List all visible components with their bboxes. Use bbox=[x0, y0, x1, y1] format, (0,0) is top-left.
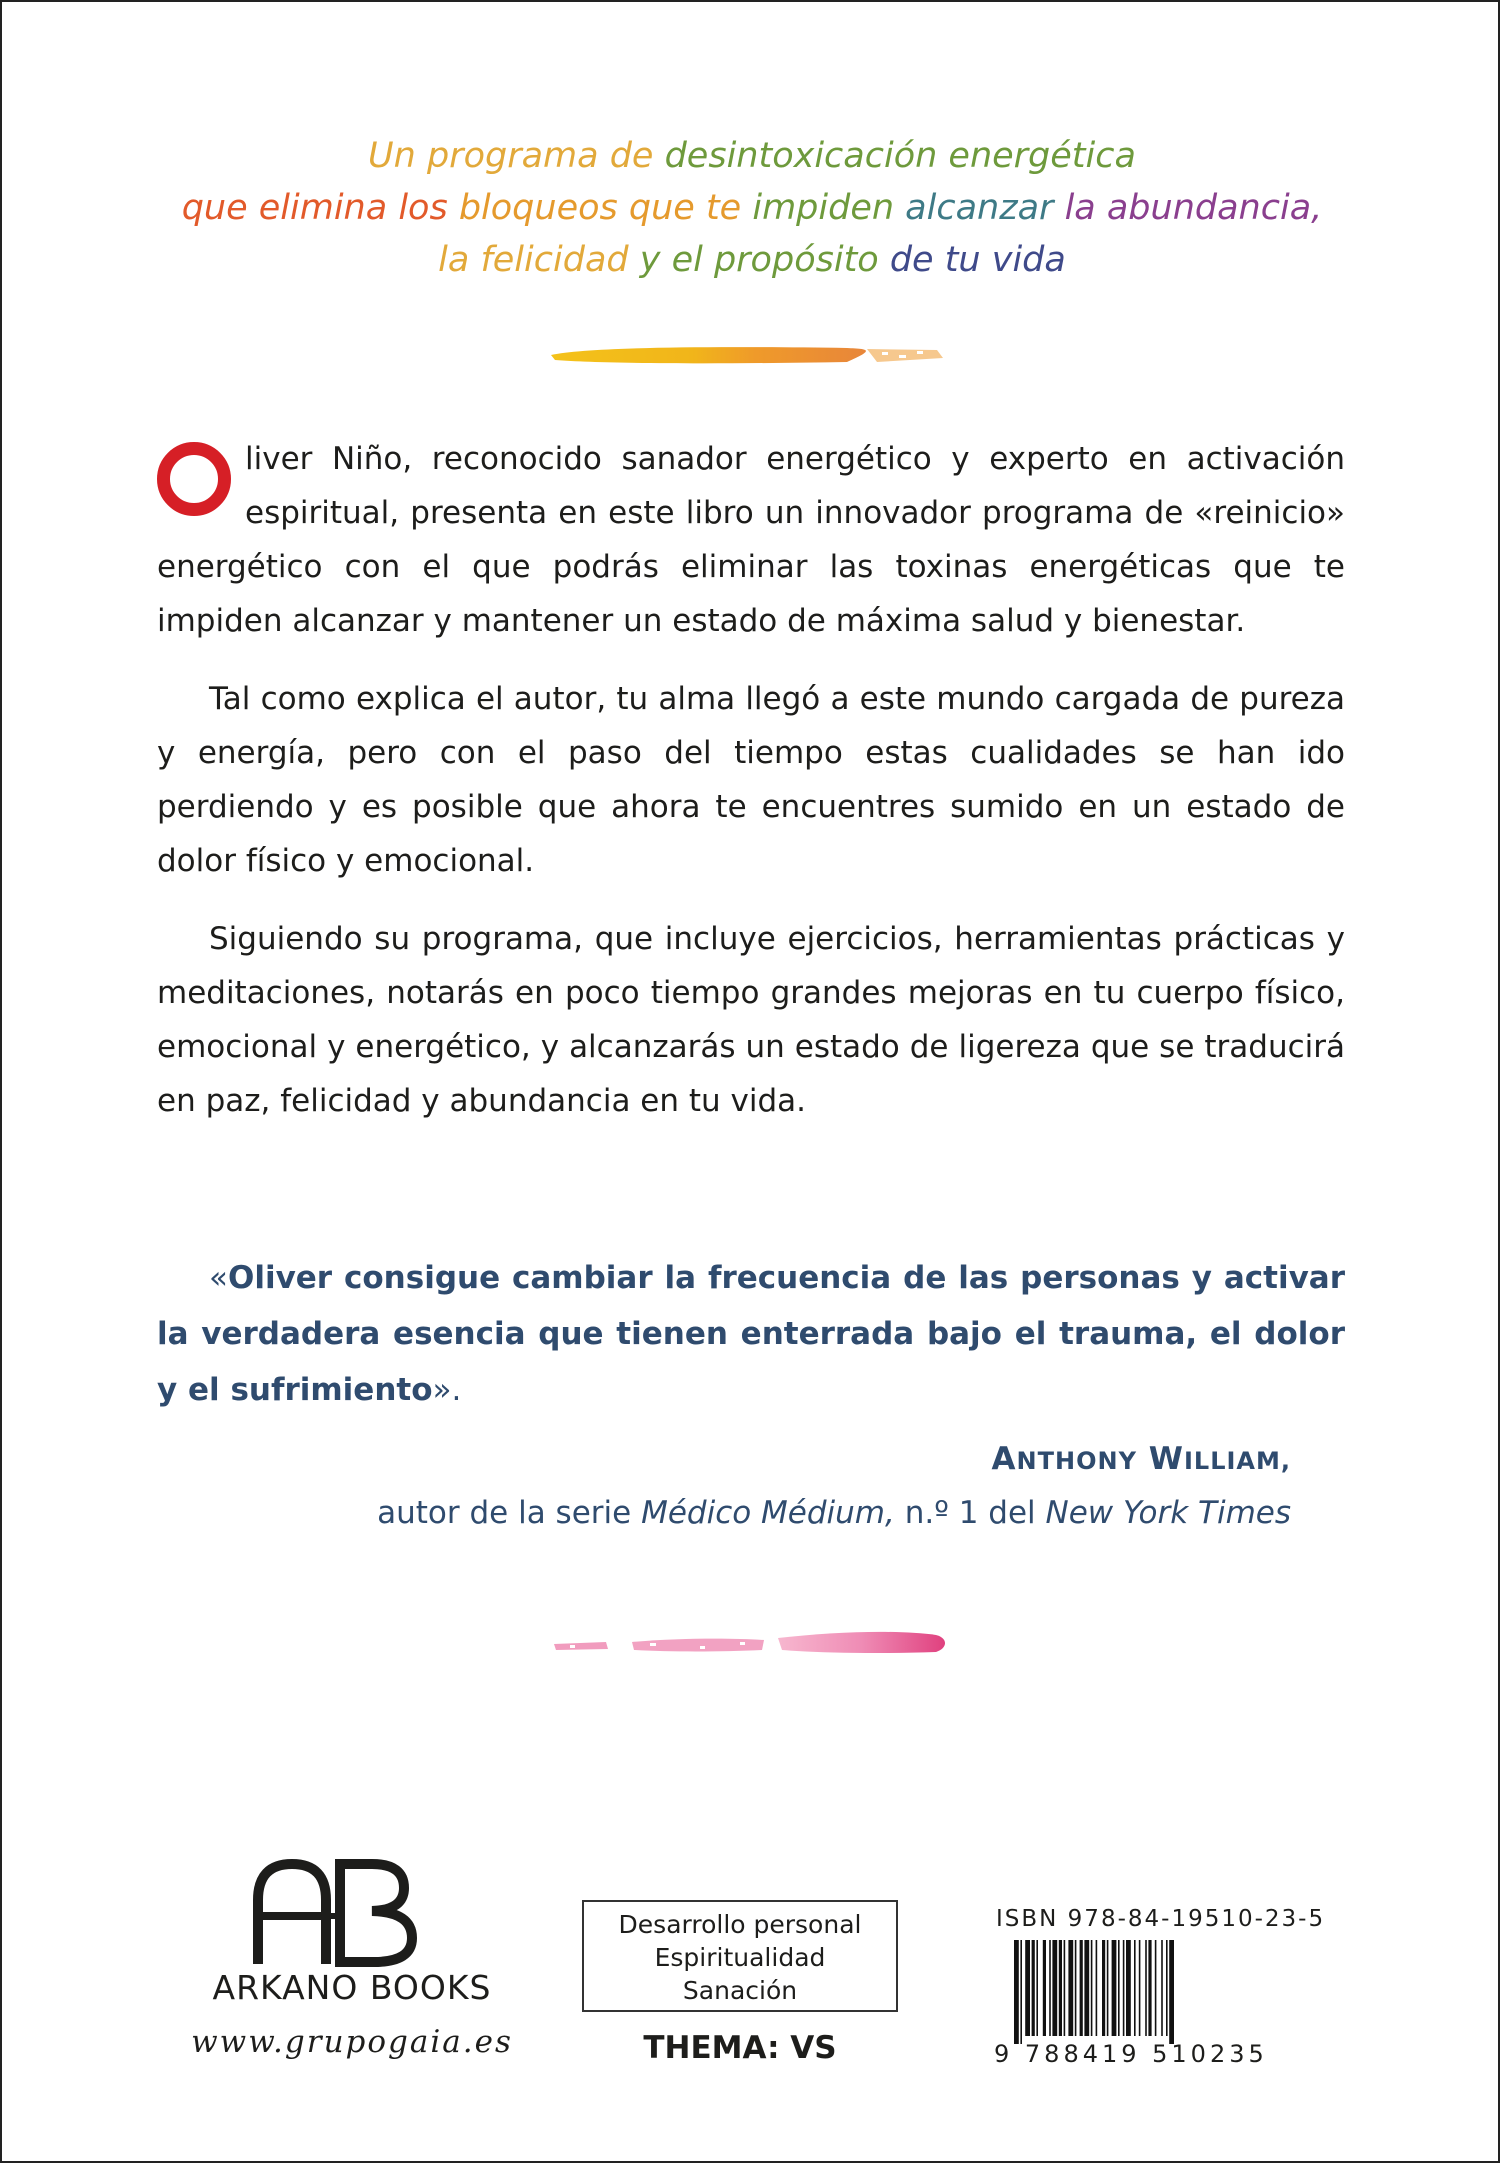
tagline-segment: la felicidad bbox=[438, 240, 640, 280]
barcode-bar bbox=[1145, 1940, 1147, 2036]
credit-part: n.º 1 del bbox=[894, 1495, 1046, 1531]
endorser-credit bbox=[377, 1488, 1291, 1538]
tagline-segment: bloqueos que te bbox=[458, 188, 753, 228]
description-paragraph-2: Tal como explica el autor, tu alma llegó a este mundo cargada de pureza y energía, pero con el paso del tiempo estas cualidades se han ido perdiendo y es posible que ahora te encuentres sumido en un estado de dolor físico y emocional. bbox=[157, 681, 1345, 879]
barcode-bar bbox=[1112, 1940, 1117, 2036]
yellow-orange-brush-stroke bbox=[547, 340, 957, 370]
category-item: Espiritualidad bbox=[654, 1943, 826, 1972]
tagline-segment: y el propósito bbox=[639, 240, 890, 280]
barcode-bar bbox=[1036, 1940, 1038, 2036]
barcode-bar bbox=[1052, 1940, 1057, 2036]
endorser-name-part: W bbox=[1148, 1441, 1184, 1477]
drop-cap-o-icon bbox=[157, 442, 231, 516]
category-item: Sanación bbox=[682, 1976, 798, 2005]
barcode-bar bbox=[1118, 1940, 1120, 2036]
barcode-bar bbox=[1148, 1940, 1151, 2036]
barcode-bar bbox=[1169, 1940, 1174, 2044]
category-item: Desarrollo personal bbox=[618, 1910, 862, 1939]
description-paragraph-1 bbox=[157, 432, 1345, 648]
barcode-bar bbox=[1080, 1940, 1083, 2036]
quote-close-mark: ». bbox=[432, 1372, 462, 1408]
barcode-bar bbox=[1064, 1940, 1066, 2036]
pink-brush-stroke bbox=[550, 1628, 950, 1658]
barcode-bar bbox=[1043, 1940, 1046, 2036]
tagline bbox=[2, 130, 1500, 286]
category-box bbox=[582, 1900, 898, 2012]
description-paragraph-3: Siguiendo su programa, que incluye ejercicios, herramientas prácticas y meditaciones, notarás en poco tiempo grandes mejoras en tu cuerpo físico, emocional y energético, y alcanzarás un estado de ligereza que se traducirá en paz, felicidad y abundancia en tu vida. bbox=[157, 921, 1345, 1119]
description bbox=[157, 432, 1345, 1152]
barcode-digits: 9 788419 510235 bbox=[994, 2040, 1268, 2068]
endorser-name bbox=[992, 1434, 1291, 1486]
tagline-segment: desintoxicación energética bbox=[664, 136, 1136, 176]
publisher-name: ARKANO BOOKS bbox=[212, 1968, 492, 2007]
barcode-bar bbox=[1126, 1940, 1131, 2036]
barcode-bar bbox=[1096, 1940, 1098, 2036]
barcode-bar bbox=[1032, 1940, 1035, 2036]
arkano-books-logo-icon bbox=[252, 1858, 422, 1968]
barcode-bar bbox=[1166, 1940, 1168, 2036]
tagline-line-3 bbox=[2, 234, 1500, 286]
quote-text: Oliver consigue cambiar la frecuencia de las personas y activar la verdadera esencia que tienen enterrada bajo el trauma, el dolor y el sufrimiento bbox=[157, 1260, 1345, 1408]
barcode-bar bbox=[1059, 1940, 1062, 2036]
quote-open-mark: « bbox=[209, 1260, 228, 1296]
endorser-name-part: A bbox=[991, 1441, 1017, 1477]
barcode-bar bbox=[1075, 1940, 1077, 2036]
endorser-name-part: ILLIAM, bbox=[1183, 1447, 1291, 1475]
barcode-bar bbox=[1091, 1940, 1093, 2036]
tagline-segment: de tu vida bbox=[889, 240, 1066, 280]
tagline-line-1 bbox=[2, 130, 1500, 182]
tagline-segment: alcanzar bbox=[905, 188, 1065, 228]
tagline-segment: Un programa de bbox=[368, 136, 665, 176]
description-text: liver Niño, reconocido sanador energético y experto en activación espiritual, presenta en este libro un innovador programa de «reinicio» energético con el que podrás eliminar las toxinas energéticas que te impiden alcanzar y mantener un estado de máxima salud y bienestar. bbox=[157, 441, 1345, 639]
credit-newspaper: New York Times bbox=[1045, 1495, 1291, 1531]
endorser-name-part: NTHONY bbox=[1016, 1447, 1137, 1475]
credit-series: Médico Médium, bbox=[641, 1495, 895, 1531]
barcode-bar bbox=[1139, 1940, 1141, 2036]
barcode-bar bbox=[1107, 1940, 1109, 2036]
tagline-line-2 bbox=[2, 182, 1500, 234]
tagline-segment: impiden bbox=[752, 188, 906, 228]
barcode-bar bbox=[1020, 1940, 1022, 2044]
barcode-bar bbox=[1014, 1940, 1019, 2044]
barcode-bar bbox=[1025, 1940, 1030, 2036]
barcode-bar bbox=[1161, 1940, 1163, 2036]
barcode-bar bbox=[1068, 1940, 1073, 2036]
barcode-bar bbox=[1084, 1940, 1089, 2036]
barcode-bar bbox=[1123, 1940, 1125, 2036]
endorsement-quote bbox=[157, 1250, 1345, 1418]
isbn-label: ISBN 978-84-19510-23-5 bbox=[996, 1906, 1326, 1932]
barcode-bar bbox=[1102, 1940, 1105, 2036]
barcode-bar bbox=[1134, 1940, 1136, 2036]
thema-code: THEMA: VS bbox=[643, 2030, 837, 2066]
tagline-segment: que elimina los bbox=[181, 188, 459, 228]
barcode-bar bbox=[1155, 1940, 1157, 2036]
barcode-bar bbox=[1049, 1940, 1051, 2036]
barcode-icon bbox=[1014, 1940, 1304, 2044]
publisher-website: www.grupogaia.es bbox=[191, 2024, 513, 2060]
tagline-segment: la abundancia, bbox=[1064, 188, 1323, 228]
credit-part: autor de la serie bbox=[377, 1495, 642, 1531]
